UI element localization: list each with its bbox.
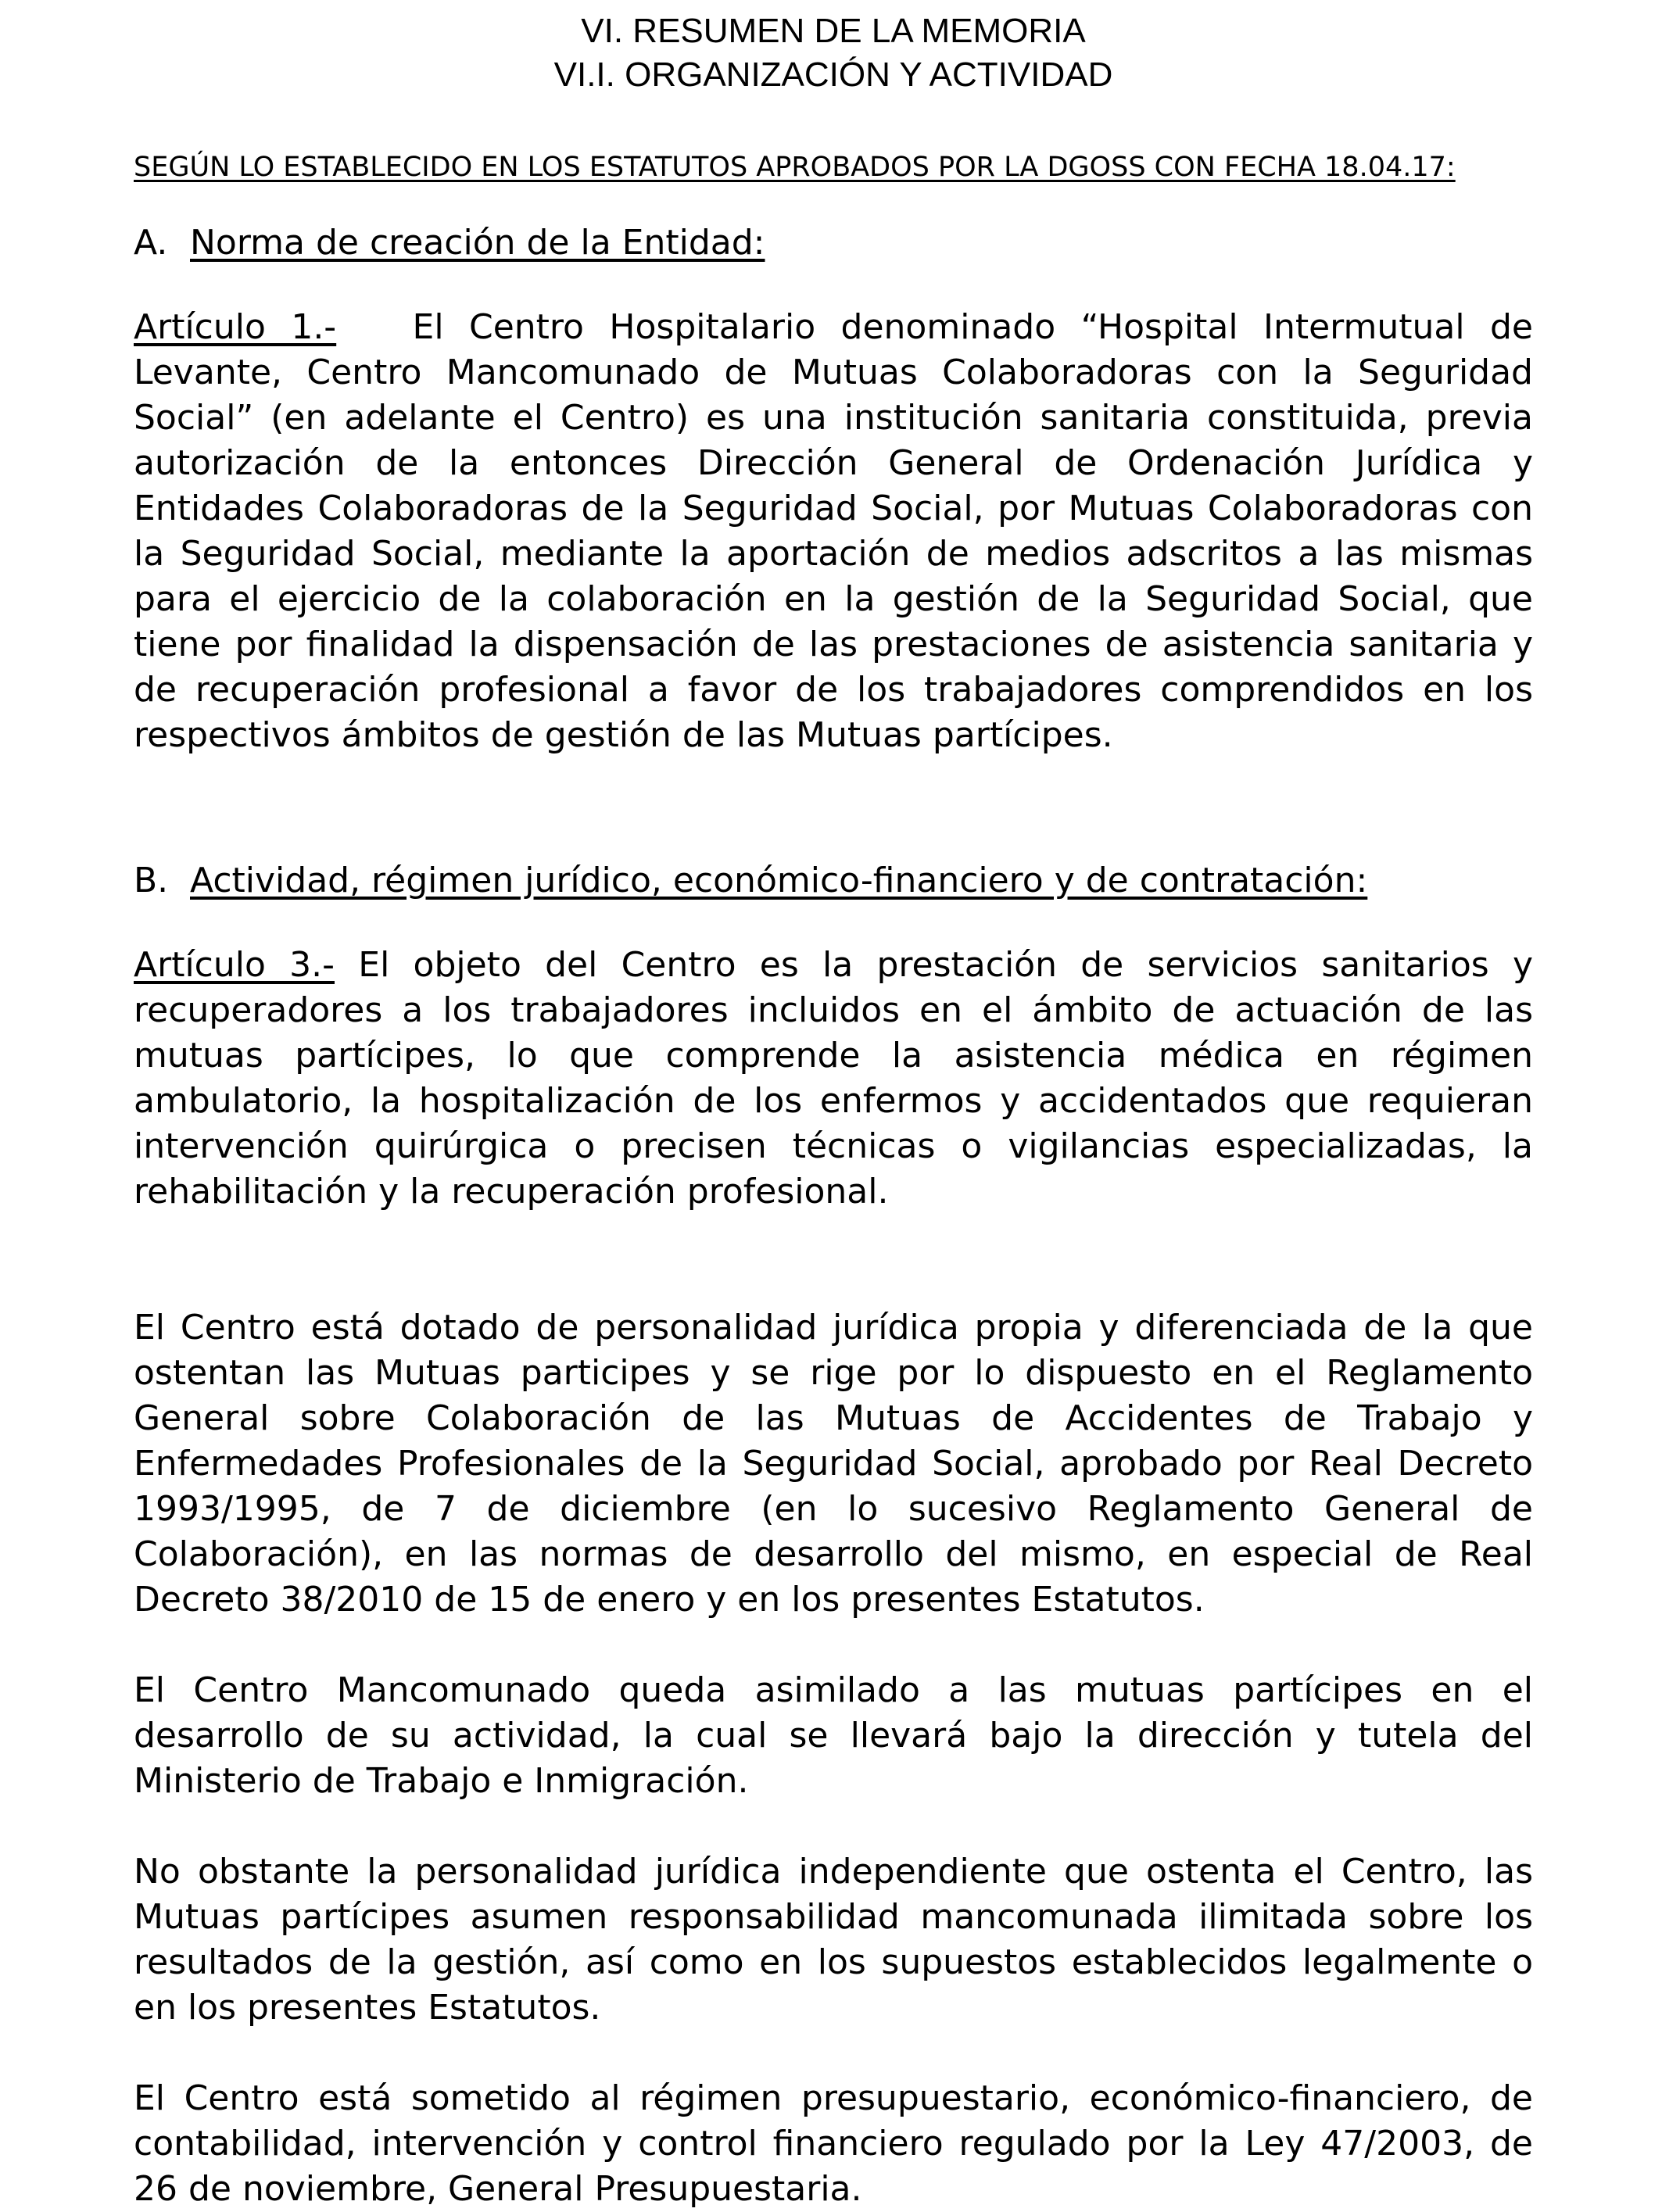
article-1-label: Artículo 1.-: [134, 307, 337, 347]
paragraph-assimilation: El Centro Mancomunado queda asimilado a las mutuas partícipes en el desarrollo de su actividad, la cual se llevará bajo la dirección y tutela del Ministerio de Trabajo e Inmigración.: [134, 1670, 1533, 1801]
document-page: [134, 0, 1533, 2212]
title-line-1: VI. RESUMEN DE LA MEMORIA: [581, 12, 1086, 50]
intro-statement: SEGÚN LO ESTABLECIDO EN LOS ESTATUTOS APROBADOS POR LA DGOSS CON FECHA 18.04.17:: [134, 152, 1456, 183]
paragraph-legal-personality: El Centro está dotado de personalidad jurídica propia y diferenciada de la que ostentan las Mutuas participes y se rige por lo dispuesto en el Reglamento General sobre Colaboración de las Mutuas de Accidentes de Trabajo y Enfermedades Profesionales de la Seguridad Social, aprobado por Real Decreto 1993/1995, de 7 de diciembre (en lo sucesivo Reglamento General de Colaboración), en las normas de desarrollo del mismo, en especial de Real Decreto 38/2010 de 15 de enero y en los presentes Estatutos.: [134, 1308, 1533, 1620]
section-b-title: Actividad, régimen jurídico, económico-financiero y de contratación:: [190, 861, 1368, 900]
section-a-heading: [134, 220, 1533, 266]
section-b-letter: B.: [134, 861, 169, 900]
section-b-heading: [134, 858, 1533, 904]
paragraph-budget-regime: El Centro está sometido al régimen presupuestario, económico-financiero, de contabilidad, intervención y control financiero regulado por la Ley 47/2003, de 26 de noviembre, General Presupuestaria.: [134, 2078, 1533, 2209]
paragraph-responsibility: No obstante la personalidad jurídica independiente que ostenta el Centro, las Mutuas partícipes asumen responsabilidad mancomunada ilimitada sobre los resultados de la gestión, así como en los supuestos establecidos legalmente o en los presentes Estatutos.: [134, 1852, 1533, 2028]
section-a-letter: A.: [134, 223, 168, 263]
article-3-text: El objeto del Centro es la prestación de servicios sanitarios y recuperadores a los trabajadores incluidos en el ámbito de actuación de las mutuas partícipes, lo que comprende la asistencia médica en régimen ambulatorio, la hospitalización de los enfermos y accidentados que requieran intervención quirúrgica o precisen técnicas o vigilancias especializadas, la rehabilitación y la recuperación profesional.: [134, 945, 1533, 1212]
article-1-text: El Centro Hospitalario denominado “Hospital Intermutual de Levante, Centro Mancomunado de Mutuas Colaboradoras con la Seguridad Social” (en adelante el Centro) es una institución sanitaria constituida, previa autorización de la entonces Dirección General de Ordenación Jurídica y Entidades Colaboradoras de la Seguridad Social, por Mutuas Colaboradoras con la Seguridad Social, mediante la aportación de medios adscritos a las mismas para el ejercicio de la colaboración en la gestión de la Seguridad Social, que tiene por finalidad la dispensación de las prestaciones de asistencia sanitaria y de recuperación profesional a favor de los trabajadores comprendidos en los respectivos ámbitos de gestión de las Mutuas partícipes.: [134, 307, 1533, 755]
article-3-paragraph: [134, 943, 1533, 1215]
section-a-title: Norma de creación de la Entidad:: [190, 223, 765, 263]
article-1-paragraph: [134, 305, 1533, 758]
document-title: [134, 9, 1533, 97]
article-3-label: Artículo 3.-: [134, 945, 335, 985]
title-line-2: VI.I. ORGANIZACIÓN Y ACTIVIDAD: [553, 55, 1113, 94]
